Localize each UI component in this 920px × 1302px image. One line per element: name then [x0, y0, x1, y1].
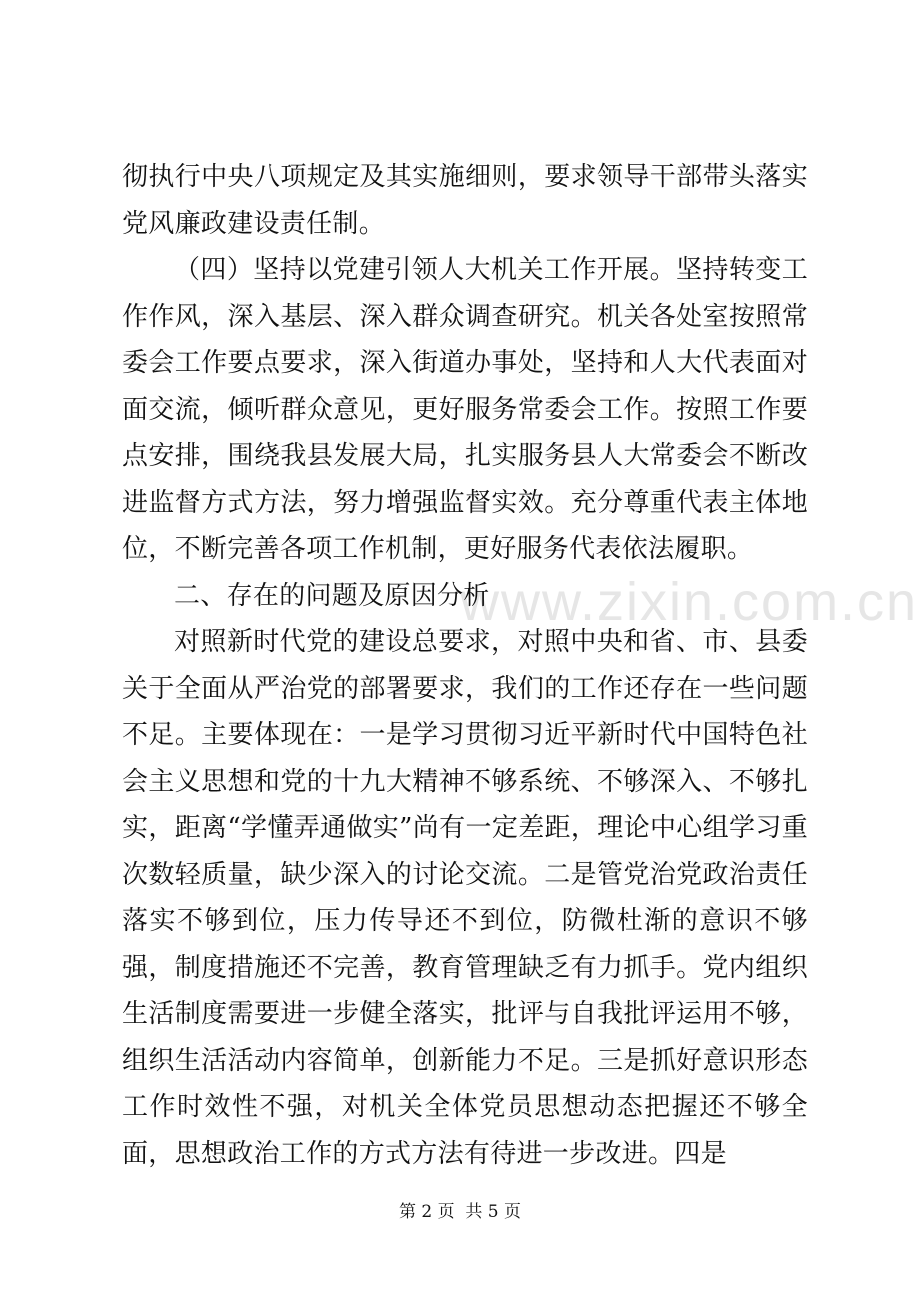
- page-footer: [0, 1201, 920, 1223]
- document-body: [122, 154, 808, 1177]
- paragraph-4-problems-analysis: 对照新时代党的建设总要求，对照中央和省、市、县委关于全面从严治党的部署要求，我们的工作还存在一些问题不足。主要体现在：一是学习贯彻习近平新时代中国特色社会主义思想和党的十九大精神不够系统、不够深入、不够扎实，距离“学懂弄通做实”尚有一定差距，理论中心组学习重次数轻质量，缺少深入的讨论交流。二是管党治党政治责任落实不够到位，压力传导还不到位，防微杜渐的意识不够强，制度措施还不完善，教育管理缺乏有力抓手。党内组织生活制度需要进一步健全落实，批评与自我批评运用不够，组织生活活动内容简单，创新能力不足。三是抓好意识形态工作时效性不强，对机关全体党员思想动态把握还不够全面，思想政治工作的方式方法有待进一步改进。四是: [122, 627, 808, 1169]
- paragraph-2-section-four: （四）坚持以党建引领人大机关工作开展。坚持转变工作作风，深入基层、深入群众调查研究。机关各处室按照常委会工作要点要求，深入街道办事处，坚持和人大代表面对面交流，倾听群众意见，更好服务常委会工作。按照工作要点安排，围绕我县发展大局，扎实服务县人大常委会不断改进监督方式方法，努力增强监督实效。充分尊重代表主体地位，不断完善各项工作机制，更好服务代表依法履职。: [122, 255, 808, 564]
- paragraph-1: 彻执行中央八项规定及其实施细则，要求领导干部带头落实党风廉政建设责任制。: [122, 162, 808, 239]
- section-heading-problems: 二、存在的问题及原因分析: [174, 580, 490, 611]
- page-number-label: 第 2 页 共 5 页: [398, 1202, 522, 1222]
- watermark-text: www.zixin.com.cn: [460, 572, 919, 632]
